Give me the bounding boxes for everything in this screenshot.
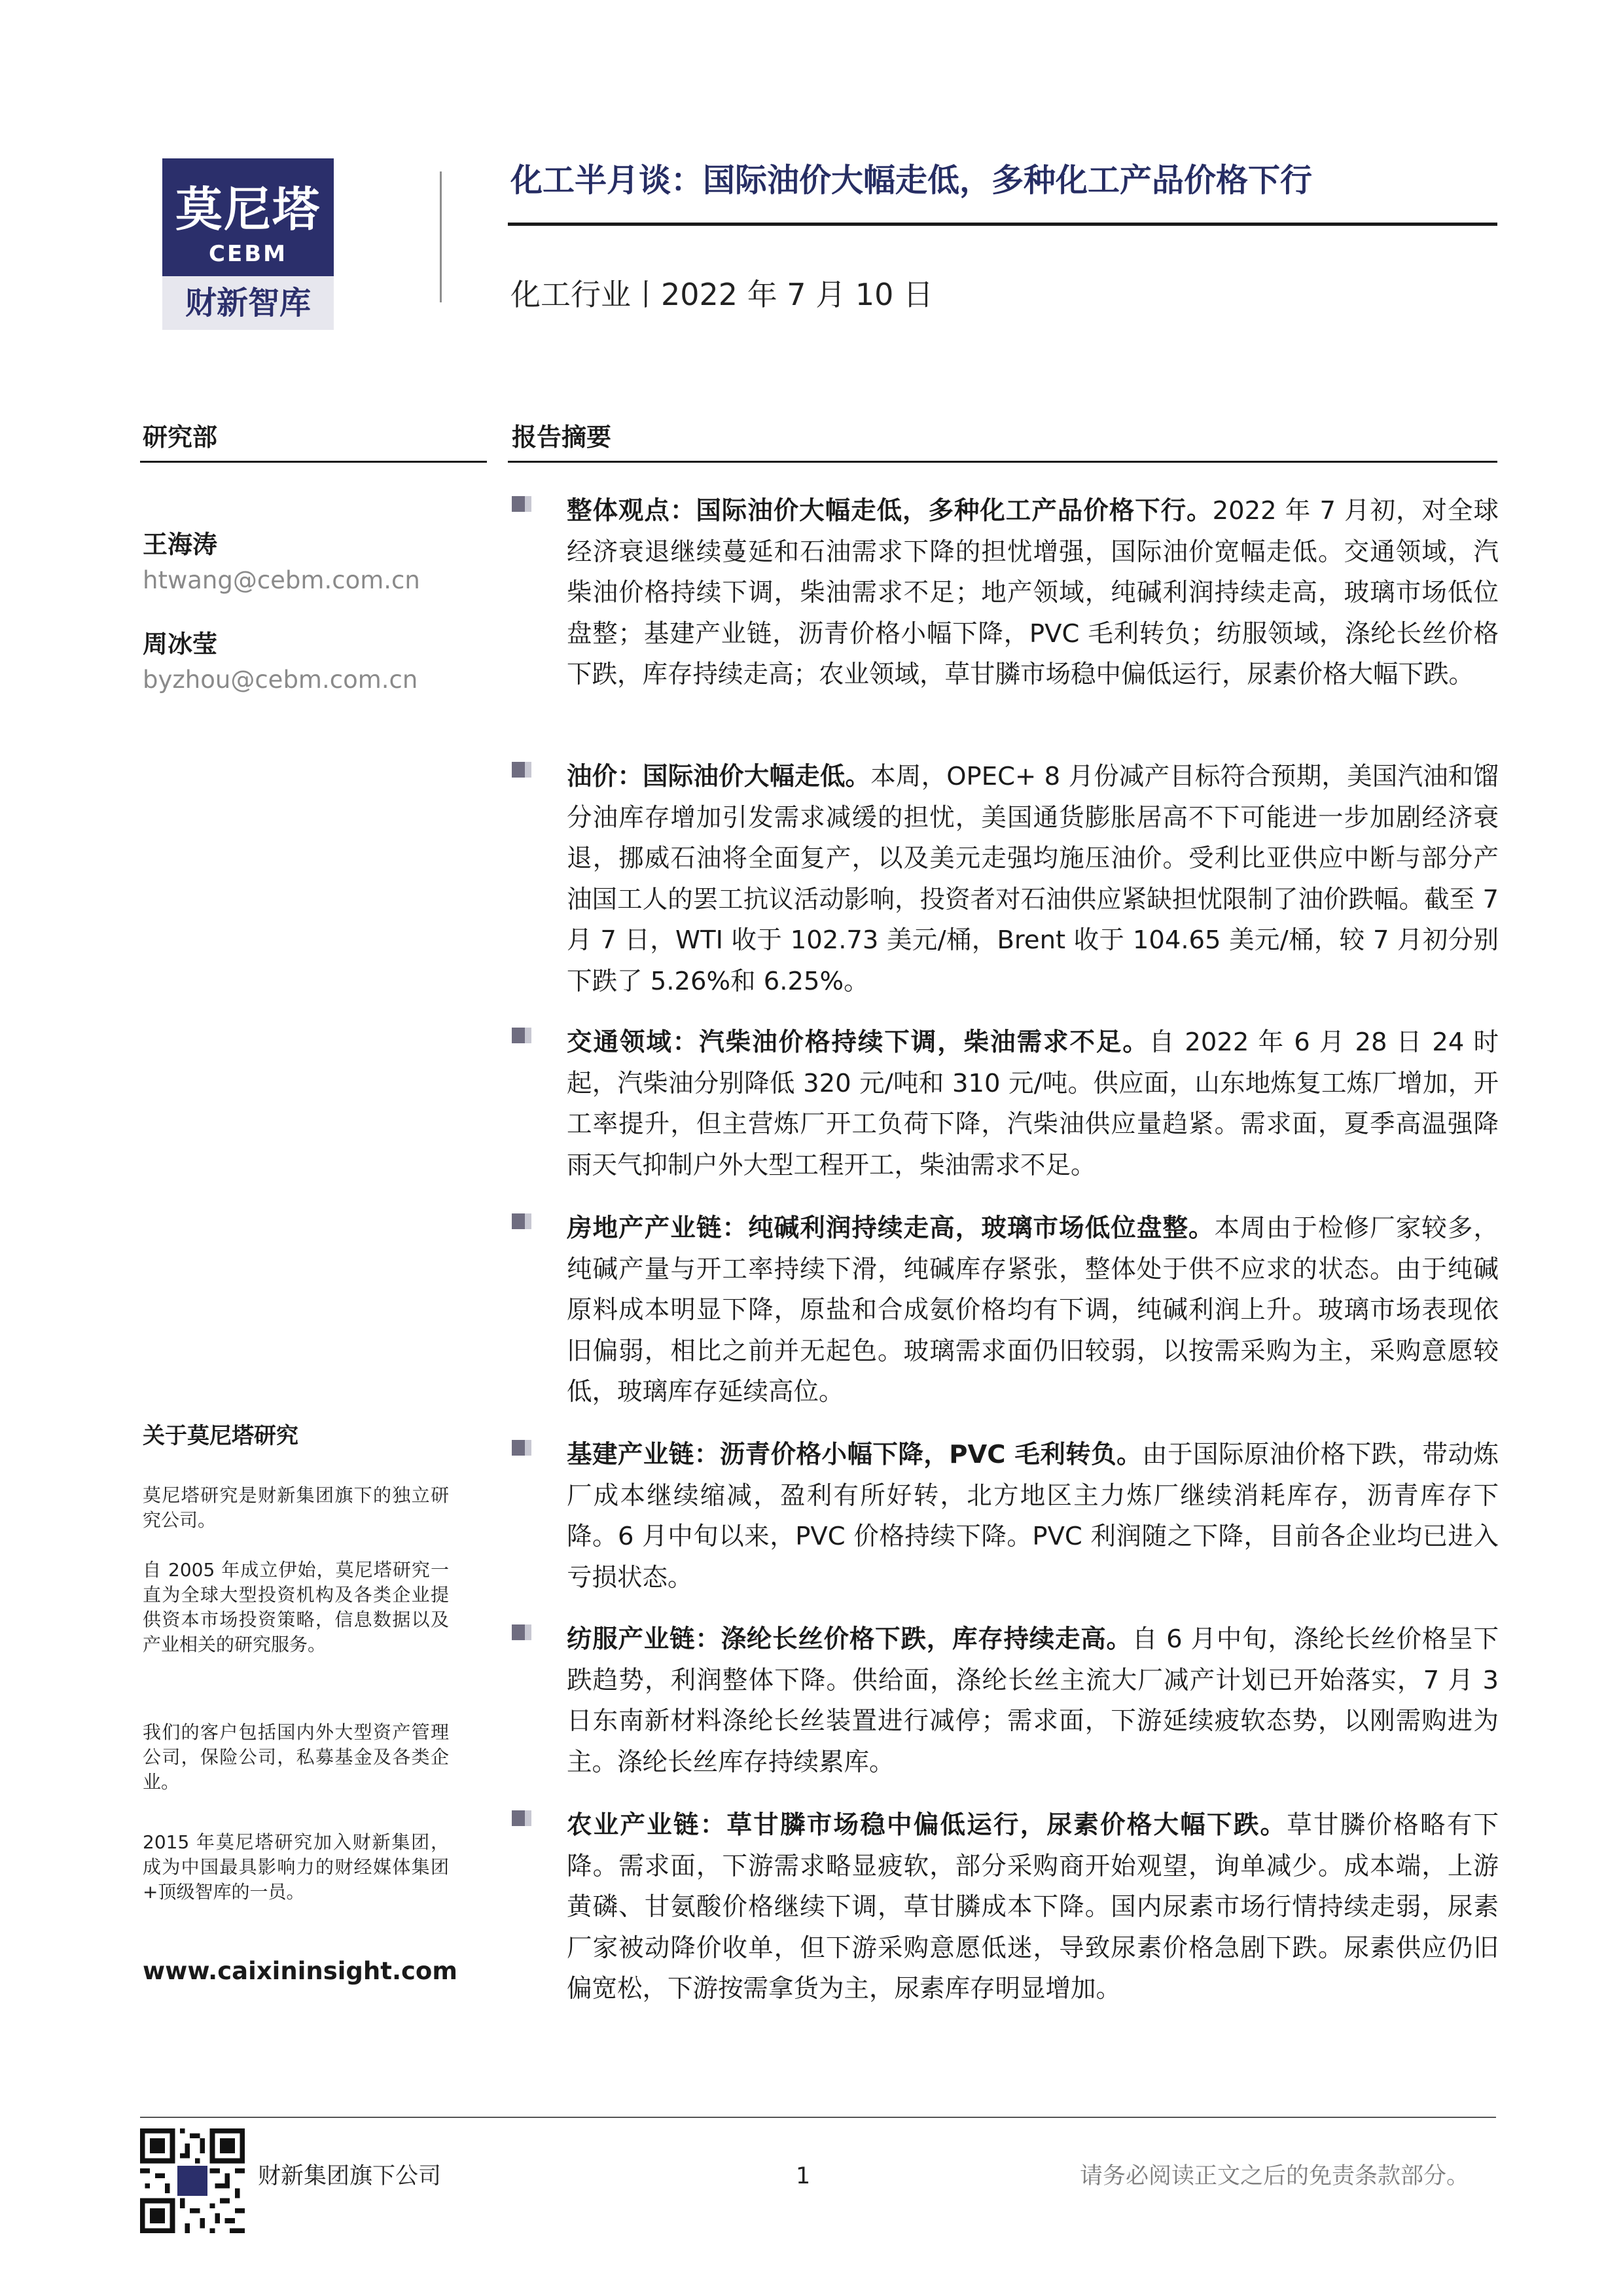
bullet-lead: 基建产业链：沥青价格小幅下降，PVC 毛利转负。 xyxy=(567,1440,1143,1469)
about-paragraph: 自 2005 年成立伊始，莫尼塔研究一直为全球大型投资机构及各类企业提供资本市场投资策略，信息数据以及产业相关的研究服务。 xyxy=(143,1559,449,1655)
about-paragraph: 莫尼塔研究是财新集团旗下的独立研究公司。 xyxy=(143,1484,449,1531)
bullet-body: 本周，OPEC+ 8 月份减产目标符合预期，美国汽油和馏分油库存增加引发需求减缓的担忧，美国通货膨胀居高不下可能进一步加剧经济衰退，挪威石油将全面复产，以及美元走强均施压油价。受利比亚供应中断与部分产油国工人的罢工抗议活动影响，投资者对石油供应紧缺担忧限制了油价跌幅。截至 7 月 7 日，WTI 收于 102.73 美元/桶，Brent 收于 104.65 美元/桶，较 7 月初分别下跌了 5.26%和 6.25%。 xyxy=(567,762,1499,996)
summary-bullet xyxy=(512,1208,1499,1413)
logo-chinese-name: 莫尼塔 xyxy=(175,182,321,237)
bullet-body: 2022 年 7 月初，对全球经济衰退继续蔓延和石油需求下降的担忧增强，国际油价宽幅走低。交通领域，汽柴油价格持续下调，柴油需求不足；地产领域，纯碱利润持续走高，玻璃市场低位盘整；基建产业链，沥青价格小幅下降，PVC 毛利转负；纺服领域，涤纶长丝价格下跌，库存持续走高；农业领域，草甘膦市场稳中偏低运行，尿素价格大幅下跌。 xyxy=(567,496,1499,689)
title-underline xyxy=(508,223,1497,226)
research-dept-rule xyxy=(140,461,487,463)
qr-code-icon xyxy=(140,2128,245,2233)
about-paragraph: 2015 年莫尼塔研究加入财新集团，成为中国最具影响力的财经媒体集团+顶级智库的一员。 xyxy=(143,1831,449,1903)
header-divider xyxy=(440,171,442,302)
bullet-square-icon xyxy=(512,1028,525,1043)
bullet-body: 自 2022 年 6 月 28 日 24 时起，汽柴油分别降低 320 元/吨和 310 元/吨。供应面，山东地炼复工炼厂增加，开工率提升，但主营炼厂开工负荷下降，汽柴油供应量趋紧。需求面，夏季高温强降雨天气抑制户外大型工程开工，柴油需求不足。 xyxy=(567,1028,1499,1180)
footer-disclaimer: 请务必阅读正文之后的免责条款部分。 xyxy=(1080,2163,1470,2189)
bullet-square-icon xyxy=(512,1624,525,1640)
bullet-body: 本周由于检修厂家较多，纯碱产量与开工率持续下滑，纯碱库存紧张，整体处于供不应求的状态。由于纯碱原料成本明显下降，原盐和合成氨价格均有下调，纯碱利润上升。玻璃市场表现依旧偏弱，相比之前并无起色。玻璃需求面仍旧较弱，以按需采购为主，采购意愿较低，玻璃库存延续高位。 xyxy=(567,1213,1499,1407)
summary-bullet xyxy=(512,1435,1499,1598)
summary-bullet xyxy=(512,1022,1499,1186)
bullet-square-icon xyxy=(512,1440,525,1456)
bullet-square-icon xyxy=(512,762,525,778)
cebm-logo xyxy=(162,158,334,330)
summary-bullet xyxy=(512,1619,1499,1783)
bullet-lead: 交通领域：汽柴油价格持续下调，柴油需求不足。 xyxy=(567,1028,1149,1057)
page-number: 1 xyxy=(796,2163,811,2189)
bullet-square-icon xyxy=(512,1810,525,1826)
bullet-lead: 农业产业链：草甘膦市场稳中偏低运行，尿素价格大幅下跌。 xyxy=(567,1810,1287,1840)
analyst-name: 周冰莹 xyxy=(143,630,218,658)
industry-and-date: 化工行业丨2022 年 7 月 10 日 xyxy=(510,277,933,312)
analyst-name: 王海涛 xyxy=(143,530,218,559)
bullet-lead: 房地产产业链：纯碱利润持续走高，玻璃市场低位盘整。 xyxy=(567,1213,1215,1243)
website-link[interactable]: www.caixininsight.com xyxy=(143,1957,457,1985)
footer-rule xyxy=(140,2117,1496,2118)
bullet-lead: 油价：国际油价大幅走低。 xyxy=(567,762,871,791)
summary-bullet xyxy=(512,1805,1499,2010)
bullet-lead: 纺服产业链：涤纶长丝价格下跌，库存持续走高。 xyxy=(567,1624,1132,1654)
summary-bullet xyxy=(512,757,1499,1002)
bullet-lead: 整体观点：国际油价大幅走低，多种化工产品价格下行。 xyxy=(567,496,1213,526)
bullet-body: 自 6 月中旬，涤纶长丝价格呈下跌趋势，利润整体下降。供给面，涤纶长丝主流大厂减产计划已开始落实，7 月 3 日东南新材料涤纶长丝装置进行减停；需求面，下游延续疲软态势，以刚需购进为主。涤纶长丝库存持续累库。 xyxy=(567,1624,1499,1777)
about-title: 关于莫尼塔研究 xyxy=(143,1423,298,1449)
about-paragraph: 我们的客户包括国内外大型资产管理公司，保险公司，私募基金及各类企业。 xyxy=(143,1721,449,1793)
summary-rule xyxy=(508,461,1497,463)
summary-label: 报告摘要 xyxy=(512,423,612,452)
bullet-square-icon xyxy=(512,1213,525,1229)
bullet-body: 草甘膦价格略有下降。需求面，下游需求略显疲软，部分采购商开始观望，询单减少。成本端，上游黄磷、甘氨酸价格继续下调，草甘膦成本下降。国内尿素市场行情持续走弱，尿素厂家被动降价收单，但下游采购意愿低迷，导致尿素价格急剧下跌。尿素供应仍旧偏宽松，下游按需拿货为主，尿素库存明显增加。 xyxy=(567,1810,1499,2003)
bullet-body: 由于国际原油价格下跌，带动炼厂成本继续缩减，盈利有所好转，北方地区主力炼厂继续消耗库存，沥青库存下降。6 月中旬以来，PVC 价格持续下降。PVC 利润随之下降，目前各企业均已进入亏损状态。 xyxy=(567,1440,1499,1592)
analyst-email[interactable]: byzhou@cebm.com.cn xyxy=(143,666,418,694)
footer-company: 财新集团旗下公司 xyxy=(258,2163,442,2189)
report-title: 化工半月谈：国际油价大幅走低，多种化工产品价格下行 xyxy=(510,162,1313,199)
analyst-email[interactable]: htwang@cebm.com.cn xyxy=(143,566,420,594)
logo-english-name: CEBM xyxy=(209,241,287,267)
summary-bullet xyxy=(512,491,1499,696)
research-dept-label: 研究部 xyxy=(143,423,218,452)
bullet-square-icon xyxy=(512,496,525,512)
logo-subtitle: 财新智库 xyxy=(162,276,334,330)
